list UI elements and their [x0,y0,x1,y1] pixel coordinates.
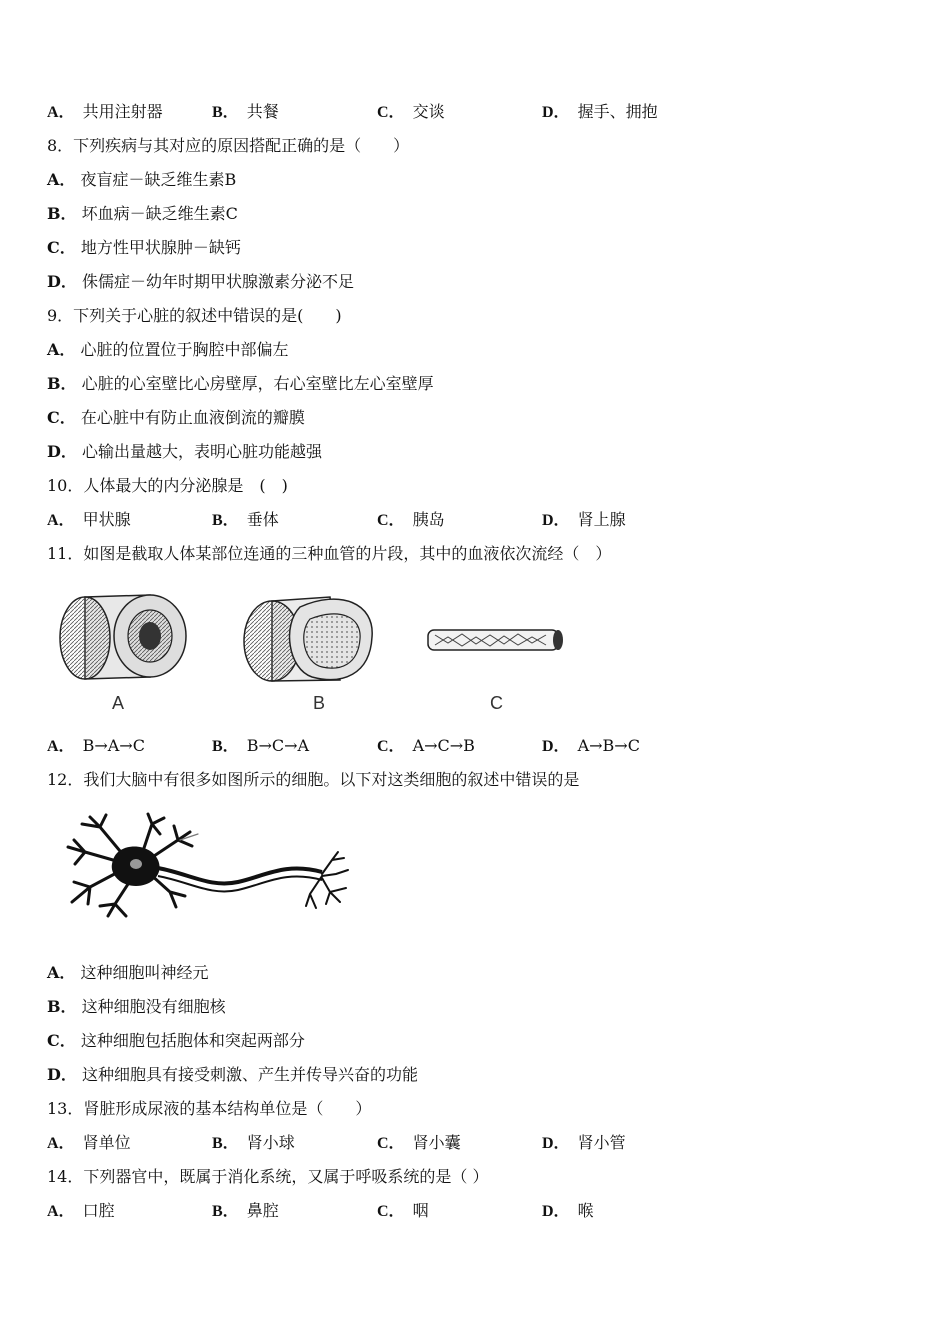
neuron-drawing [60,812,350,922]
q11-option-b: B． B→C→A [212,736,310,755]
q12-option-b: B． 这种细胞没有细胞核 [47,997,226,1016]
q11-options [47,735,847,757]
q8-option-c: C． 地方性甲状腺肿－缺钙 [47,238,241,257]
q13-option-c: C． 肾小囊 [377,1133,461,1152]
vessel-label-b: B [313,693,326,713]
q14-options [47,1200,847,1222]
q10-option-b: B． 垂体 [212,510,279,529]
q9-option-b: B． 心脏的心室壁比心房壁厚，右心室壁比左心室壁厚 [47,374,434,393]
q13-option-d: D． 肾小管 [542,1133,626,1152]
q8-stem: 8．下列疾病与其对应的原因搭配正确的是（ ） [47,136,410,155]
q7-option-a: A． 共用注射器 [47,102,163,121]
q8-option-a: A． 夜盲症－缺乏维生素B [47,170,237,189]
neuron-figure [60,812,350,922]
q8-option-d: D． 侏儒症－幼年时期甲状腺激素分泌不足 [47,272,354,291]
q12-option-a: A． 这种细胞叫神经元 [47,963,209,982]
q7-option-b: B． 共餐 [212,102,279,121]
q14-option-d: D． 喉 [542,1201,594,1220]
q8-option-b: B． 坏血病－缺乏维生素C [47,204,238,223]
q12-option-c: C． 这种细胞包括胞体和突起两部分 [47,1031,305,1050]
q9-option-c: C． 在心脏中有防止血液倒流的瓣膜 [47,408,305,427]
q10-option-d: D． 肾上腺 [542,510,626,529]
q10-option-a: A． 甲状腺 [47,510,131,529]
q14-option-c: C． 咽 [377,1201,429,1220]
q13-stem: 13．肾脏形成尿液的基本结构单位是（ ） [47,1099,372,1118]
q10-stem: 10．人体最大的内分泌腺是 ( ) [47,476,288,495]
q9-option-d: D． 心输出量越大，表明心脏功能越强 [47,442,322,461]
q14-stem: 14．下列器官中，既属于消化系统，又属于呼吸系统的是（ ） [47,1167,489,1186]
q11-option-c: C． A→C→B [377,736,475,755]
q13-option-b: B． 肾小球 [212,1133,295,1152]
q14-option-b: B． 鼻腔 [212,1201,279,1220]
q10-option-c: C． 胰岛 [377,510,445,529]
q12-stem: 12．我们大脑中有很多如图所示的细胞。以下对这类细胞的叙述中错误的是 [47,770,580,789]
artery-a-shape [60,595,186,679]
q9-option-a: A． 心脏的位置位于胸腔中部偏左 [47,340,289,359]
q7-option-d: D． 握手、拥抱 [542,102,658,121]
q7-options [47,101,847,123]
q9-stem: 9．下列关于心脏的叙述中错误的是( ) [47,306,342,325]
q11-stem: 11．如图是截取人体某部位连通的三种血管的片段，其中的血液依次流经（ ） [47,544,612,563]
q13-options [47,1132,847,1154]
blood-vessel-figure [50,585,590,720]
q14-option-a: A． 口腔 [47,1201,115,1220]
q11-option-a: A． B→A→C [47,736,145,755]
vessel-label-c: C [490,693,503,713]
capillary-c-shape [428,630,563,650]
q10-options [47,509,847,531]
q11-option-d: D． A→B→C [542,736,640,755]
q13-option-a: A． 肾单位 [47,1133,131,1152]
vein-b-shape [244,597,372,681]
q12-option-d: D． 这种细胞具有接受刺激、产生并传导兴奋的功能 [47,1065,418,1084]
q7-option-c: C． 交谈 [377,102,445,121]
vessel-label-a: A [112,693,125,713]
